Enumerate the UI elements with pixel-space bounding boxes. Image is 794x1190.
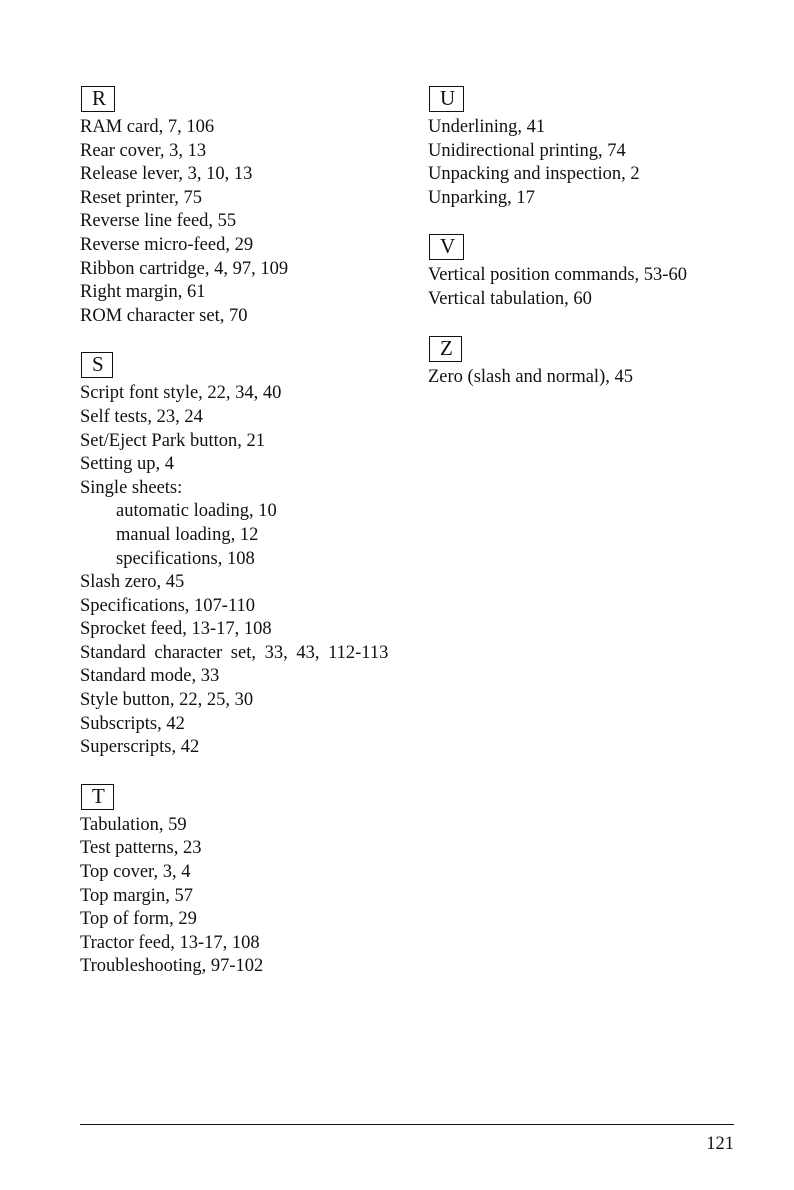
index-entry: Single sheets:	[80, 477, 183, 498]
index-subentry: manual loading, 12	[116, 524, 259, 545]
section-heading	[428, 234, 768, 264]
index-entry: Rear cover, 3, 13	[80, 140, 207, 161]
section-heading	[80, 86, 410, 116]
index-entry: Self tests, 23, 24	[80, 406, 203, 427]
index-entry: Top cover, 3, 4	[80, 862, 191, 883]
index-entry: Top margin, 57	[80, 885, 193, 906]
index-entry: Troubleshooting, 97-102	[80, 956, 264, 977]
index-entry: Style button, 22, 25, 30	[80, 690, 254, 711]
section-letter: T	[81, 784, 114, 810]
index-entry: Script font style, 22, 34, 40	[80, 383, 282, 404]
index-entry: ROM character set, 70	[80, 305, 248, 326]
index-entry: Top of form, 29	[80, 909, 197, 930]
index-entry: Ribbon cartridge, 4, 97, 109	[80, 258, 289, 279]
section-letter: S	[81, 352, 113, 378]
section-letter: R	[81, 86, 115, 112]
index-subentry: specifications, 108	[116, 548, 255, 569]
index-entry: Slash zero, 45	[80, 572, 185, 593]
index-section-s	[80, 352, 410, 760]
index-entry: Reset printer, 75	[80, 187, 203, 208]
index-section-u	[428, 86, 768, 210]
index-entry: Subscripts, 42	[80, 713, 185, 734]
index-entry: RAM card, 7, 106	[80, 117, 215, 137]
section-letter: Z	[429, 336, 462, 362]
index-entry: Test patterns, 23	[80, 838, 202, 859]
index-entry: Tractor feed, 13-17, 108	[80, 932, 260, 953]
index-entry: Vertical tabulation, 60	[428, 288, 592, 309]
index-section-r	[80, 86, 410, 328]
section-letter: V	[429, 234, 464, 260]
index-entry: Sprocket feed, 13-17, 108	[80, 619, 272, 640]
index-column-left	[80, 86, 410, 1003]
index-entry: Release lever, 3, 10, 13	[80, 164, 253, 185]
index-entry: Tabulation, 59	[80, 814, 187, 835]
index-entry: Reverse line feed, 55	[80, 211, 237, 232]
index-section-z	[428, 336, 768, 390]
index-entry: Underlining, 41	[428, 117, 546, 137]
index-entry: Specifications, 107-110	[80, 595, 256, 616]
index-entry: Unidirectional printing, 74	[428, 140, 626, 161]
footer-rule	[80, 1124, 734, 1125]
index-entry: Setting up, 4	[80, 454, 175, 475]
index-entry: Zero (slash and normal), 45	[428, 366, 633, 387]
section-letter: U	[429, 86, 464, 112]
index-entry: Unpacking and inspection, 2	[428, 164, 640, 185]
index-entry: Vertical position commands, 53-60	[428, 265, 687, 286]
index-entry: Reverse micro-feed, 29	[80, 234, 254, 255]
index-section-t	[80, 784, 410, 979]
index-section-v	[428, 234, 768, 311]
index-entry: Unparking, 17	[428, 187, 535, 208]
index-entry: Superscripts, 42	[80, 737, 200, 758]
section-heading	[80, 784, 410, 814]
index-entry: Right margin, 61	[80, 282, 206, 303]
section-heading	[80, 352, 410, 382]
index-entry: Set/Eject Park button, 21	[80, 430, 265, 451]
section-heading	[428, 336, 768, 366]
index-entry: Standard mode, 33	[80, 666, 220, 687]
index-subentry: automatic loading, 10	[116, 501, 277, 522]
section-heading	[428, 86, 768, 116]
page-number: 121	[706, 1134, 734, 1154]
index-entry: Standard character set, 33, 43, 112-113	[80, 642, 389, 663]
index-column-right	[428, 86, 768, 413]
